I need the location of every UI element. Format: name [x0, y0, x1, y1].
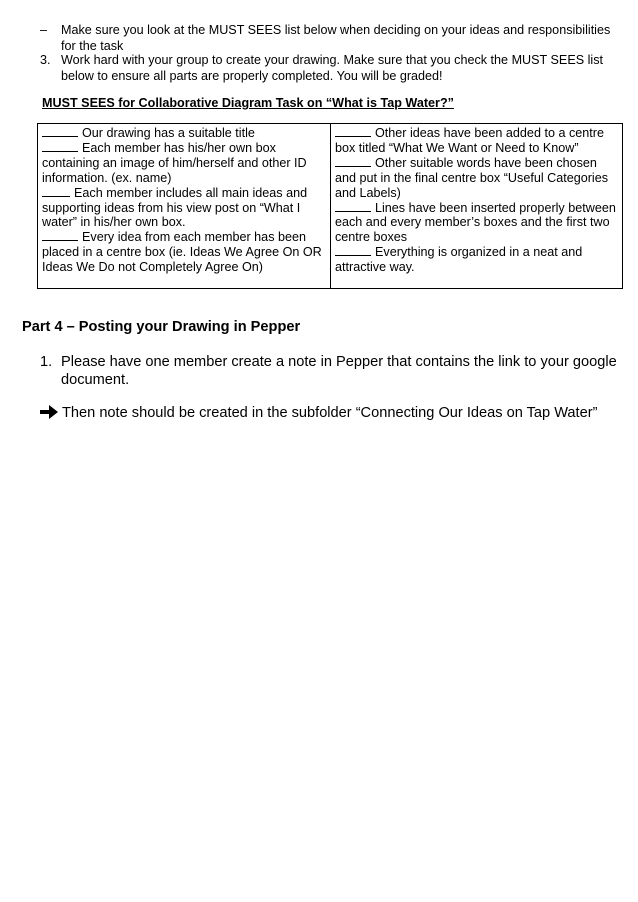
section-heading: Part 4 – Posting your Drawing in Pepper: [22, 319, 301, 335]
checklist-item-text: Lines have been inserted properly between each and every member’s boxes and the first two centre boxes: [335, 200, 616, 245]
must-sees-table: [37, 123, 623, 289]
step-number: 1.: [40, 354, 53, 370]
checklist-item-text: Everything is organized in a neat and attractive way.: [335, 245, 583, 275]
checklist-item-text: Other suitable words have been chosen and put in the final centre box “Useful Categories and Labels): [335, 155, 609, 200]
checklist-item: [335, 201, 619, 246]
right-arrow-icon: [40, 405, 58, 419]
list-number: 3.: [40, 53, 51, 67]
checklist-item-text: Each member has his/her own box containing an image of him/herself and other ID information. (ex. name): [42, 140, 307, 185]
list-marker: –: [40, 23, 48, 37]
arrow-note: [40, 404, 630, 422]
checkbox-blank: [335, 156, 371, 167]
note-text: Then note should be created in the subfolder “Connecting Our Ideas on Tap Water”: [62, 405, 598, 421]
checkbox-blank: [335, 245, 371, 256]
checklist-item: [42, 230, 329, 275]
checkbox-blank: [335, 201, 371, 212]
checklist-item: [42, 126, 329, 141]
checklist-item-text: Our drawing has a suitable title: [82, 126, 255, 140]
checklist-item-text: Each member includes all main ideas and supporting ideas from his view post on “What I water” in his/her own box.: [42, 185, 308, 230]
checklist-item-text: Every idea from each member has been placed in a centre box (ie. Ideas We Agree On OR Ideas We Do not Completely Agree On): [42, 230, 322, 275]
checkbox-blank: [42, 141, 78, 152]
instruction-text: Make sure you look at the MUST SEES list below when deciding on your ideas and responsibilities for the task: [61, 23, 611, 53]
step-text: Please have one member create a note in Pepper that contains the link to your google document.: [61, 354, 617, 388]
instruction-text: Work hard with your group to create your drawing. Make sure that you check the MUST SEES list below to ensure all parts are properly completed. You will be graded!: [61, 53, 604, 83]
checklist-item: [42, 141, 329, 186]
checkbox-blank: [42, 126, 78, 137]
checklist-item: [335, 245, 619, 275]
checklist-right-column: [335, 126, 619, 275]
checklist-item-text: Other ideas have been added to a centre box titled “What We Want or Need to Know”: [335, 126, 604, 155]
checklist-item: [335, 126, 619, 156]
table-divider: [330, 124, 331, 288]
must-sees-title: MUST SEES for Collaborative Diagram Task on “What is Tap Water?”: [42, 96, 454, 110]
checklist-item: [42, 186, 329, 231]
checklist-item: [335, 156, 619, 201]
checklist-left-column: [42, 126, 329, 275]
checkbox-blank: [42, 230, 78, 241]
checkbox-blank: [335, 126, 371, 137]
checkbox-blank: [42, 186, 70, 197]
